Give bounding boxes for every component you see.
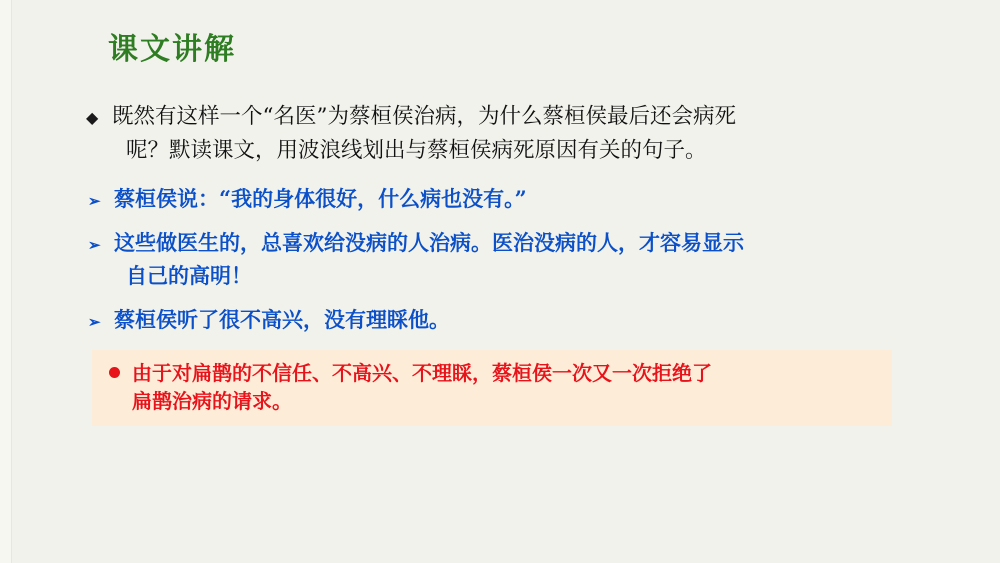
page-title: 课文讲解	[108, 32, 236, 67]
diamond-bullet-icon: ◆	[86, 108, 99, 127]
quote-item-3	[86, 303, 916, 336]
quote-item-1	[86, 182, 916, 215]
round-bullet-icon	[109, 367, 120, 378]
quote-1-line-1: 蔡桓侯说：“我的身体很好，什么病也没有。”	[114, 186, 527, 211]
intro-line-2: 呢？默读课文，用波浪线划出与蔡桓侯病死原因有关的句子。	[126, 138, 707, 163]
quote-2-line-2: 自己的高明！	[126, 263, 252, 288]
arrow-bullet-icon: ➢	[88, 313, 101, 331]
conclusion-line-2: 扁鹊治病的请求。	[132, 389, 292, 413]
arrow-bullet-icon: ➢	[88, 192, 101, 210]
intro-line-1: 既然有这样一个“名医”为蔡桓侯治病，为什么蔡桓侯最后还会病死	[112, 104, 736, 129]
quote-2-line-1: 这些做医生的，总喜欢给没病的人治病。医治没病的人，才容易显示	[114, 230, 744, 255]
quote-3-line-1: 蔡桓侯听了很不高兴，没有理睬他。	[114, 307, 450, 332]
slide-content	[86, 100, 916, 426]
intro-paragraph	[86, 100, 916, 168]
arrow-bullet-icon: ➢	[88, 236, 101, 254]
conclusion-line-1: 由于对扁鹊的不信任、不高兴、不理睬，蔡桓侯一次又一次拒绝了	[132, 361, 712, 385]
slide-left-accent-bar	[0, 0, 12, 563]
quote-item-2	[86, 226, 916, 292]
conclusion-highlight-box	[92, 350, 892, 426]
conclusion-text	[102, 359, 882, 415]
